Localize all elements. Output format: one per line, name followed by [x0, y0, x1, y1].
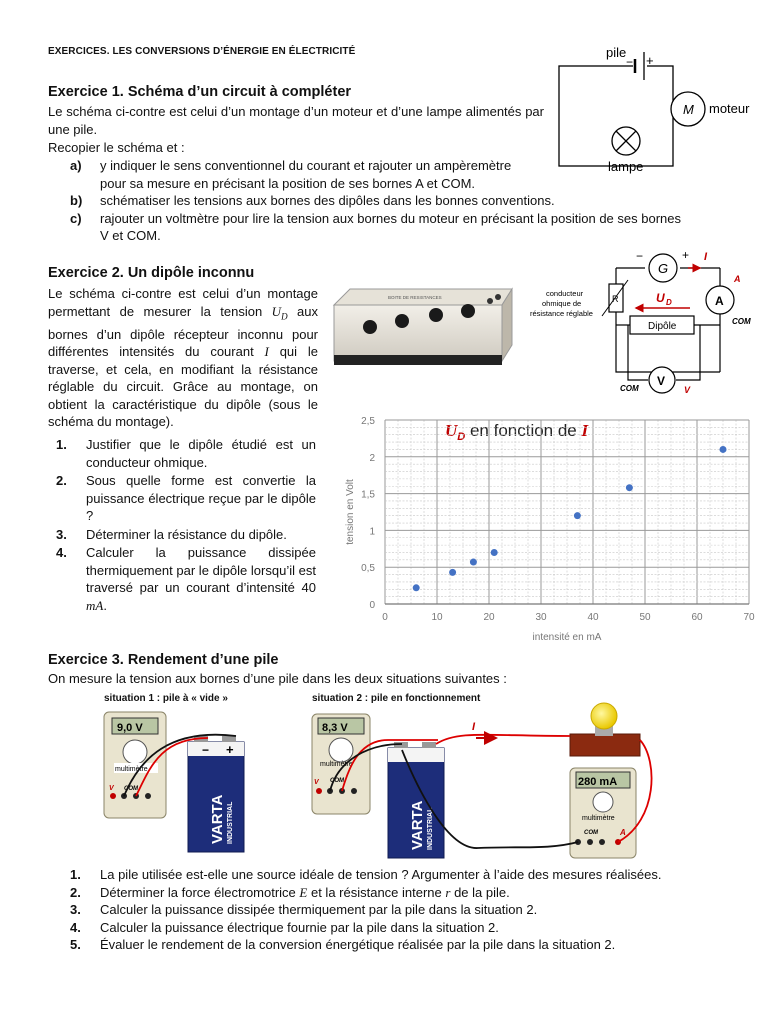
y-tick-label: 1,5: [361, 489, 375, 501]
ex3-q5: 5. Évaluer le rendement de la conversion énergétique réalisée par la pile dans la situation 2.: [70, 937, 616, 952]
situation-1-label: situation 1 : pile à « vide »: [104, 693, 228, 704]
page-header: EXERCICES. LES CONVERSIONS D’ÉNERGIE EN ÉLECTRICITÉ: [48, 46, 356, 57]
ex2-questions: [56, 436, 316, 614]
data-point: [574, 512, 581, 519]
ex3-q3: 3. Calculer la puissance dissipée thermiquement par la pile dans la situation 2.: [70, 902, 538, 917]
lamp-bulb: [591, 703, 617, 729]
data-point: [470, 559, 477, 566]
ex1-title: Exercice 1. Schéma d’un circuit à compléter: [48, 84, 352, 100]
x-tick-label: 30: [535, 612, 547, 623]
lamp-holder: [570, 734, 640, 756]
battery-2-brand: VARTA: [409, 800, 426, 850]
ex1-item-a: a) y indiquer le sens conventionnel du courant et rajouter un ampèremètre: [70, 158, 512, 173]
svg-text:A: A: [715, 294, 724, 308]
situation-2-illustration: [308, 700, 666, 862]
ex1-item-c-cont: V et COM.: [100, 228, 161, 243]
svg-text:+: +: [226, 742, 234, 757]
ex2-title: Exercice 2. Un dipôle inconnu: [48, 265, 255, 281]
ex3-questions: [70, 866, 760, 954]
y-tick-label: 2: [369, 452, 375, 464]
ex2-q4: 4. Calculer la puissance dissipée thermiquement par le dipôle lorsqu’il est traversé par un courant d’intensité 40 mA.: [56, 545, 316, 613]
knob-2: [395, 314, 409, 328]
situation-2-label: situation 2 : pile en fonctionnement: [312, 693, 481, 704]
data-point: [626, 484, 633, 491]
current-label: I: [704, 251, 708, 263]
y-tick-label: 0,5: [361, 563, 375, 575]
resistor-annotation-3: résistance réglable: [530, 309, 593, 318]
multimeter-1-label: multimètre: [115, 766, 148, 773]
data-point: [413, 584, 420, 591]
svg-text:R: R: [612, 294, 619, 304]
lamp-label: lampe: [608, 159, 644, 174]
chart-x-label: intensité en mA: [532, 632, 602, 643]
box-label: BOITE DE RESISTANCES: [388, 295, 442, 300]
ammeter-label: multimètre: [582, 815, 615, 822]
multimeter-2-label: multimètre: [320, 761, 353, 768]
resistor-annotation-2: ohmique de: [542, 299, 582, 308]
ex3-q2: 2. Déterminer la force électromotrice E et la résistance interne r de la pile.: [70, 884, 510, 900]
ex3-q4: 4. Calculer la puissance électrique fournie par la pile dans la situation 2.: [70, 919, 499, 935]
ex3-title: Exercice 3. Rendement d’une pile: [48, 652, 279, 668]
chart-points: [413, 446, 727, 591]
x-tick-label: 50: [639, 612, 651, 623]
ex2-intro: Le schéma ci-contre est celui d’un montage permettant de mesurer la tension $U_D$ aux bornes d’un dipôle récepteur inconnu pour différentes intensités du courant I qui le traverse, et cela, en modifiant la résistance réglable du circuit. Grâce au montage, on obtient la caractéristique du dipôle (sous le schéma du montage).: [48, 286, 318, 430]
svg-text:COM: COM: [584, 830, 598, 836]
svg-text:INDUSTRIAL: INDUSTRIAL: [227, 801, 234, 844]
motor-label: moteur: [709, 101, 750, 116]
pile-plus: +: [646, 53, 654, 68]
chart-y-label: tension en Volt: [345, 479, 356, 545]
ud-vs-i-chart: [330, 410, 762, 646]
voltmeter-com: COM: [620, 384, 639, 393]
ex1-item-a-cont: pour sa mesure en précisant la position de ses bornes A et COM.: [100, 175, 476, 191]
gen-plus: +: [682, 248, 690, 262]
knob-4: [461, 304, 475, 318]
ex1-intro: Le schéma ci-contre est celui d’un montage d’un moteur et d’une lampe alimentés par une pile.: [48, 104, 544, 137]
x-tick-label: 40: [587, 612, 599, 623]
ex2-q1: 1. Justifier que le dipôle étudié est un conducteur ohmique.: [56, 437, 316, 470]
x-tick-label: 0: [382, 612, 388, 623]
ud-label: U: [656, 291, 665, 305]
svg-text:COM: COM: [124, 786, 138, 792]
svg-text:M: M: [683, 102, 694, 117]
ammeter-display: 280 mA: [578, 776, 618, 788]
resistance-box-illustration: [330, 283, 516, 373]
ammeter-com: COM: [732, 317, 751, 326]
pile-label: pile: [606, 45, 627, 60]
ex2-circuit-diagram: [520, 248, 765, 398]
multimeter-1-display: 9,0 V: [117, 722, 143, 734]
data-point: [449, 569, 456, 576]
ex3-q1: 1. La pile utilisée est-elle une source idéale de tension ? Argumenter à l’aide des mesures réalisées.: [70, 867, 662, 882]
svg-text:A: A: [620, 828, 626, 837]
x-tick-label: 60: [691, 612, 703, 623]
x-tick-label: 10: [431, 612, 443, 623]
ex2-q3: 3. Déterminer la résistance du dipôle.: [56, 526, 287, 542]
ex2-q2: 2. Sous quelle forme est convertie la puissance électrique reçue par le dipôle ?: [56, 473, 316, 523]
resistor-annotation-1: conducteur: [546, 289, 584, 298]
sit2-current-label: I: [472, 721, 476, 733]
pile-minus: −: [626, 55, 634, 69]
ex1-recopier: Recopier le schéma et :: [48, 140, 185, 155]
ex1-item-b: b) schématiser les tensions aux bornes des dipôles dans les bonnes conventions.: [70, 193, 555, 208]
svg-text:INDUSTRIAL: INDUSTRIAL: [427, 807, 434, 850]
chart-tick-labels: [361, 416, 755, 623]
svg-text:G: G: [658, 261, 669, 276]
svg-text:V: V: [109, 785, 114, 792]
voltmeter-v: V: [684, 385, 691, 395]
gen-minus: −: [636, 249, 644, 263]
chart-grid: [385, 420, 749, 604]
x-tick-label: 70: [743, 612, 755, 623]
y-tick-label: 2,5: [361, 416, 375, 427]
svg-text:COM: COM: [330, 778, 344, 784]
chart-title: $U_D$ en fonction de I: [445, 421, 589, 443]
svg-text:A: A: [734, 274, 741, 284]
knob-3: [429, 308, 443, 322]
ex1-item-c: c) rajouter un voltmètre pour lire la tension aux bornes du moteur en précisant la position de ses bornes: [70, 210, 681, 226]
ex1-circuit-diagram: [556, 40, 766, 180]
ex3-intro: On mesure la tension aux bornes d’une pile dans les deux situations suivantes :: [48, 671, 507, 686]
y-tick-label: 0: [369, 600, 375, 611]
x-tick-label: 20: [483, 612, 495, 623]
y-tick-label: 1: [369, 526, 375, 538]
battery-1-brand: VARTA: [209, 794, 226, 844]
situation-1-illustration: [100, 708, 300, 858]
svg-text:V: V: [657, 374, 666, 388]
svg-text:−: −: [202, 743, 210, 757]
svg-text:V: V: [314, 779, 319, 786]
svg-text:D: D: [666, 298, 672, 307]
data-point: [491, 549, 498, 556]
svg-text:Dipôle: Dipôle: [648, 321, 677, 332]
data-point: [720, 446, 727, 453]
knob-1: [363, 320, 377, 334]
multimeter-2-display: 8,3 V: [322, 722, 348, 734]
